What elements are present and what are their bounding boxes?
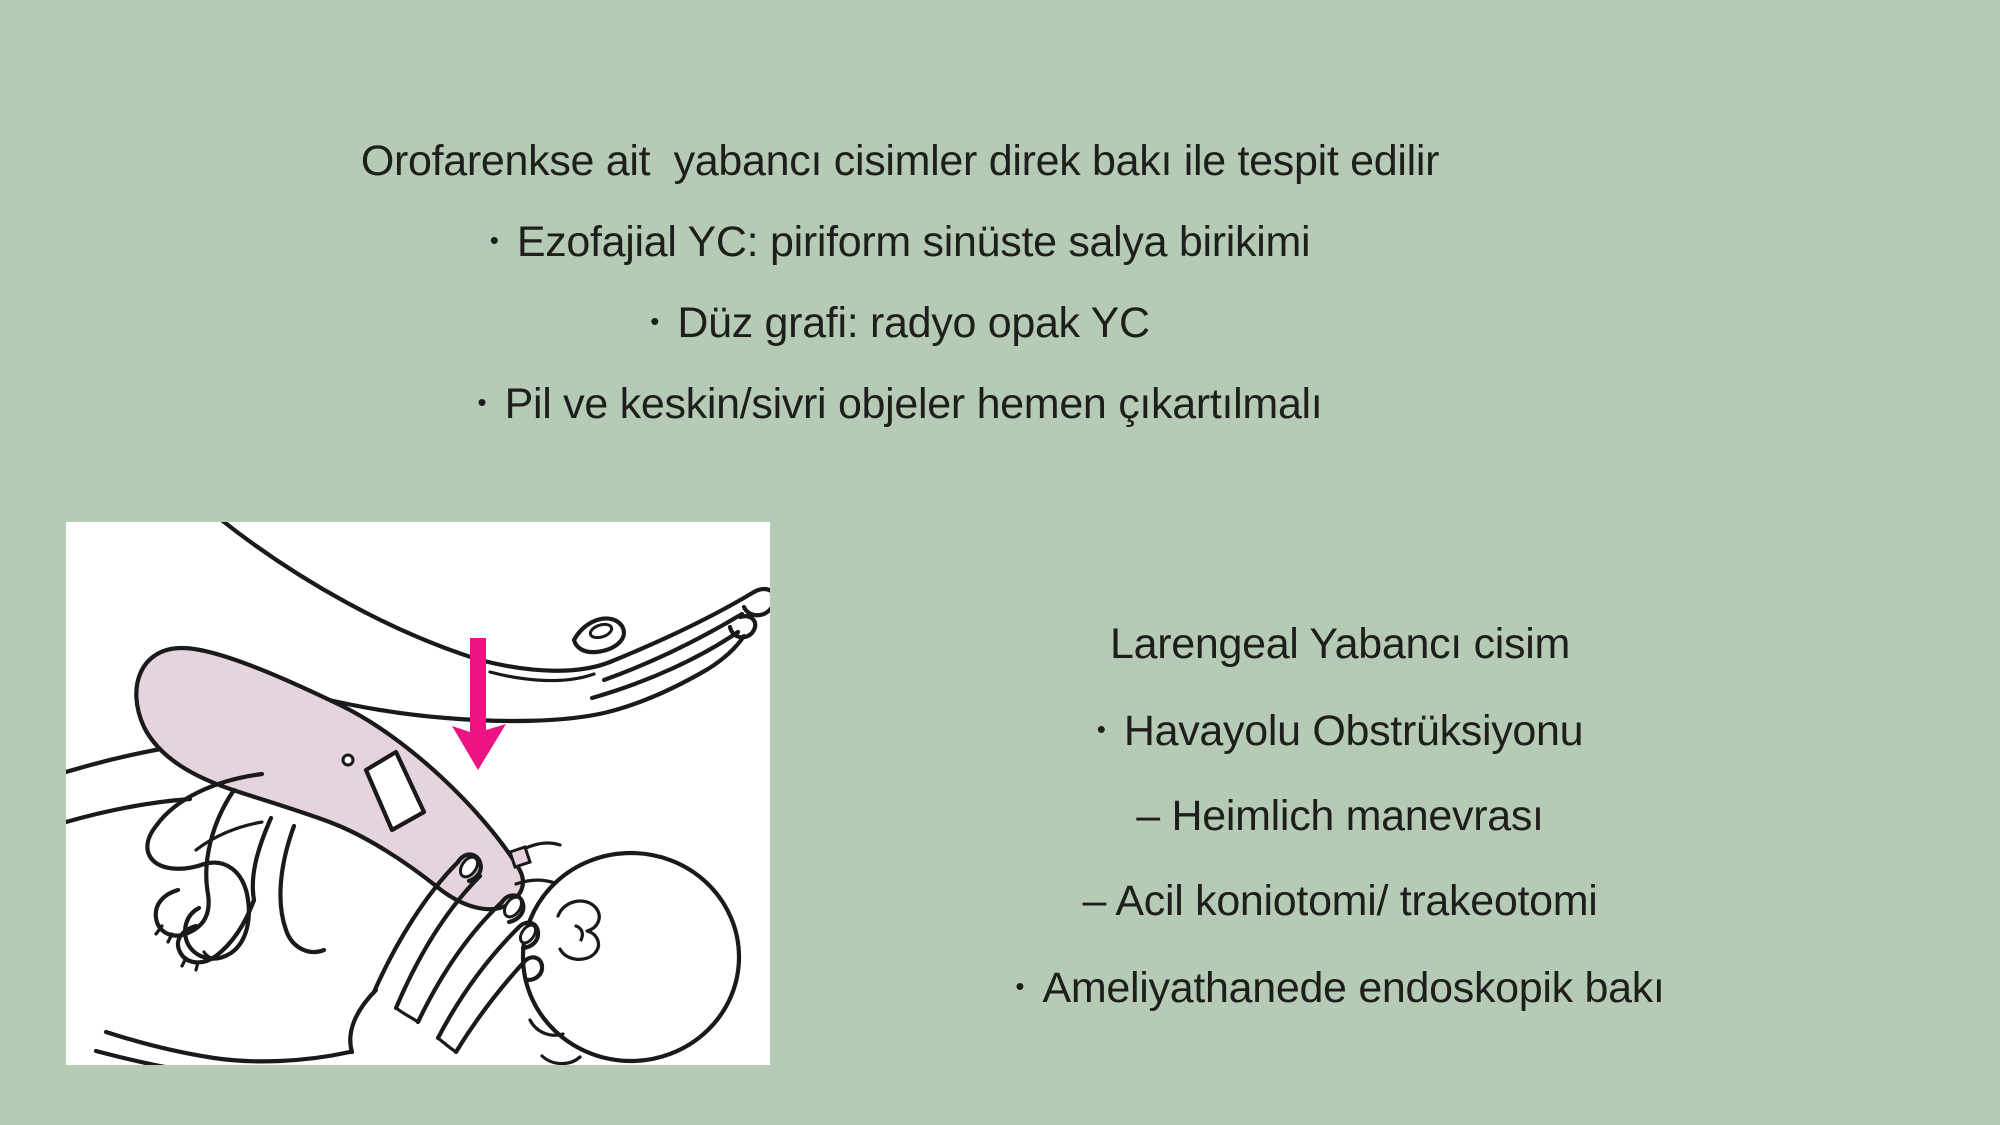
right-dash-text: – Acil koniotomi/ trakeotomi xyxy=(1082,877,1598,925)
garment-snap xyxy=(343,755,353,765)
right-bullet-item xyxy=(940,944,1740,1031)
infant-heimlich-illustration xyxy=(66,522,770,1065)
bullet-icon: • xyxy=(477,387,487,417)
bullet-icon: • xyxy=(489,225,499,255)
thumbnail xyxy=(589,622,614,640)
right-bullet-text: Ameliyathanede endoskopik bakı xyxy=(1042,964,1665,1012)
top-text-block xyxy=(200,122,1600,444)
right-text-block xyxy=(940,602,1740,1031)
down-arrow-icon xyxy=(452,638,506,770)
right-dash-item xyxy=(940,774,1740,859)
right-dash-item xyxy=(940,859,1740,944)
bullet-icon: • xyxy=(650,306,660,336)
bullet-icon: • xyxy=(1096,714,1106,744)
top-lead-line: Orofarenkse ait yabancı cisimler direk bakı ile tespit edilir xyxy=(360,137,1440,185)
infant-back-blows-figure xyxy=(66,522,770,1065)
top-bullet-item xyxy=(200,201,1600,282)
top-bullet-text: Düz grafi: radyo opak YC xyxy=(677,299,1150,347)
right-heading: Larengeal Yabancı cisim xyxy=(1109,620,1570,668)
right-bullet-item xyxy=(940,687,1740,774)
top-bullet-item xyxy=(200,282,1600,363)
bullet-icon: • xyxy=(1015,971,1025,1001)
collar-snap xyxy=(510,847,530,867)
right-bullet-text: Havayolu Obstrüksiyonu xyxy=(1123,707,1584,755)
top-bullet-text: Pil ve keskin/sivri objeler hemen çıkartılmalı xyxy=(504,380,1323,428)
top-bullet-text: Ezofajial YC: piriform sinüste salya birikimi xyxy=(516,218,1311,266)
right-dash-text: – Heimlich manevrası xyxy=(1136,792,1544,840)
top-bullet-item xyxy=(200,363,1600,444)
